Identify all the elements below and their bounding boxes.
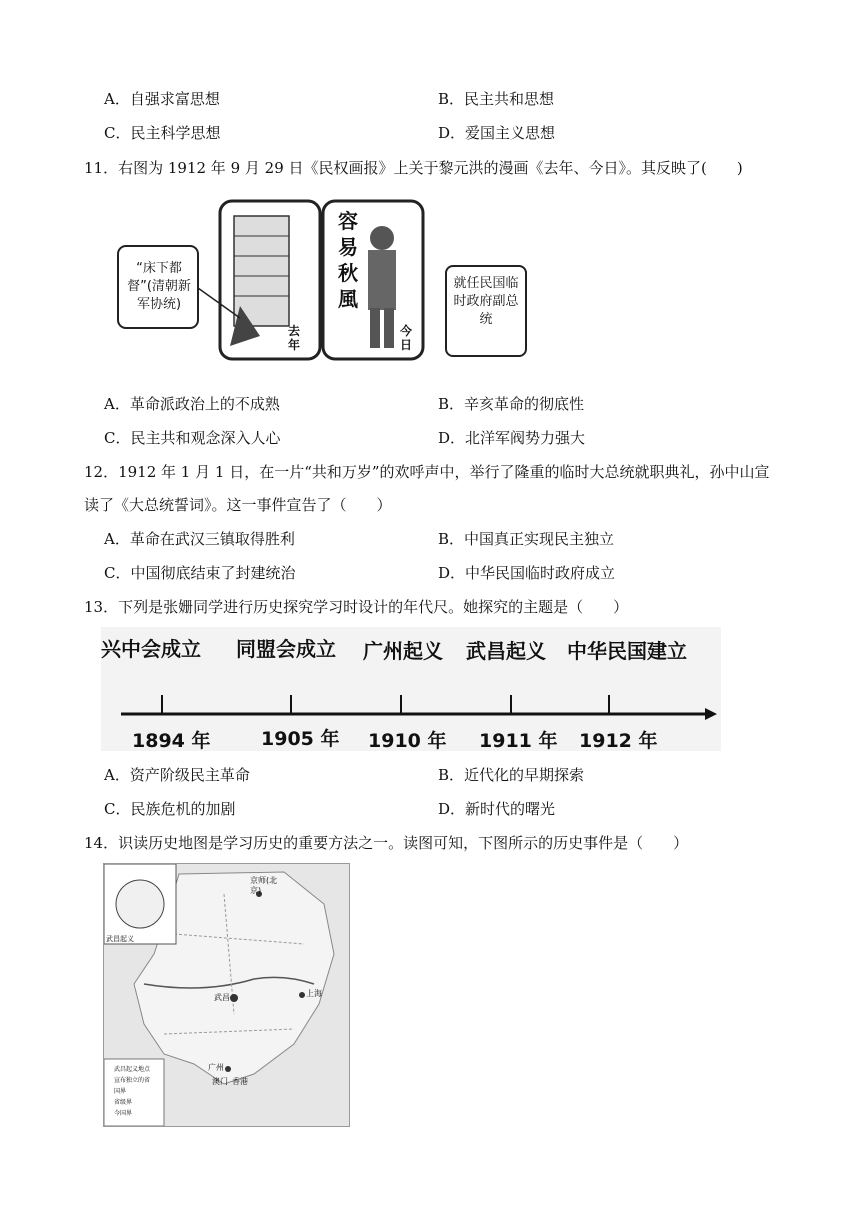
q13-option-a: A．资产阶级民主革命 bbox=[104, 766, 250, 784]
timeline-event-2: 同盟会成立 bbox=[236, 637, 336, 661]
q10-option-b: B．民主共和思想 bbox=[438, 90, 555, 108]
q10-option-d: D．爱国主义思想 bbox=[438, 124, 556, 142]
map-place-beijing: 京师(北京) bbox=[250, 876, 278, 895]
q11-right-box-label: 就任民国临时政府副总统 bbox=[453, 276, 519, 327]
q12-option-c: C．中国彻底结束了封建统治 bbox=[104, 564, 296, 582]
q11-caption: 容易秋風 bbox=[338, 209, 358, 311]
map-place-wuchang: 武昌 bbox=[214, 993, 230, 1002]
q11-option-c: C．民主共和观念深入人心 bbox=[104, 429, 281, 447]
q11-stem: 11．右图为 1912 年 9 月 29 日《民权画报》上关于黎元洪的漫画《去年、今日》。其反映了( ) bbox=[84, 159, 743, 177]
q13-stem: 13．下列是张姗同学进行历史探究学习时设计的年代尺。她探究的主题是（ ） bbox=[84, 598, 629, 616]
q12-stem-line1: 12．1912 年 1 月 1 日，在一片“共和万岁”的欢呼声中，举行了隆重的临时大总统就职典礼，孙中山宣 bbox=[84, 463, 770, 481]
timeline-year-1: 1894 年 bbox=[132, 730, 211, 752]
timeline-event-5: 中华民国建立 bbox=[567, 639, 687, 663]
map-place-macau: 澳门 bbox=[212, 1077, 228, 1086]
map-legend-2: 宣布独立的省 bbox=[114, 1077, 151, 1084]
timeline-year-4: 1911 年 bbox=[479, 730, 558, 752]
q11-label-qunian: 去年 bbox=[288, 324, 301, 352]
q11-cartoon-figure bbox=[110, 196, 440, 366]
q12-stem-line2: 读了《大总统誓词》。这一事件宣告了（ ） bbox=[84, 496, 392, 514]
q12-option-d: D．中华民国临时政府成立 bbox=[438, 564, 616, 582]
q11-option-d: D．北洋军阀势力强大 bbox=[438, 429, 586, 447]
timeline-year-3: 1910 年 bbox=[368, 730, 447, 752]
q14-stem: 14．识读历史地图是学习历史的重要方法之一。读图可知，下图所示的历史事件是（ ） bbox=[84, 834, 689, 852]
q13-option-d: D．新时代的曙光 bbox=[438, 800, 556, 818]
map-place-shanghai: 上海 bbox=[306, 989, 322, 998]
q11-option-a: A．革命派政治上的不成熟 bbox=[104, 395, 280, 413]
q13-option-c: C．民族危机的加剧 bbox=[104, 800, 236, 818]
q13-timeline-figure bbox=[101, 627, 721, 751]
q14-map-figure bbox=[103, 863, 350, 1127]
map-legend-3: 国界 bbox=[114, 1088, 127, 1095]
map-inset-label: 武昌起义 bbox=[106, 935, 134, 943]
map-place-guangzhou: 广州 bbox=[208, 1063, 224, 1072]
q10-option-a: A．自强求富思想 bbox=[104, 90, 220, 108]
q11-right-box bbox=[445, 265, 527, 357]
timeline-event-3: 广州起义 bbox=[363, 639, 443, 663]
map-legend-1: 武昌起义地点 bbox=[114, 1066, 151, 1073]
q11-label-jinri: 今日 bbox=[400, 324, 413, 352]
timeline-year-2: 1905 年 bbox=[261, 728, 340, 750]
timeline-event-1: 兴中会成立 bbox=[101, 637, 201, 661]
q12-option-a: A．革命在武汉三镇取得胜利 bbox=[104, 530, 295, 548]
q13-option-b: B．近代化的早期探索 bbox=[438, 766, 585, 784]
map-legend-4: 省级界 bbox=[114, 1099, 133, 1106]
map-place-hongkong: 香港 bbox=[232, 1077, 248, 1086]
q12-option-b: B．中国真正实现民主独立 bbox=[438, 530, 615, 548]
timeline-year-5: 1912 年 bbox=[579, 730, 658, 752]
q10-option-c: C．民主科学思想 bbox=[104, 124, 221, 142]
q11-left-box-label: “床下都督”(清朝新军协统) bbox=[127, 261, 191, 312]
q11-option-b: B．辛亥革命的彻底性 bbox=[438, 395, 585, 413]
timeline-event-4: 武昌起义 bbox=[466, 639, 546, 663]
map-legend-5: 今国界 bbox=[114, 1110, 133, 1117]
